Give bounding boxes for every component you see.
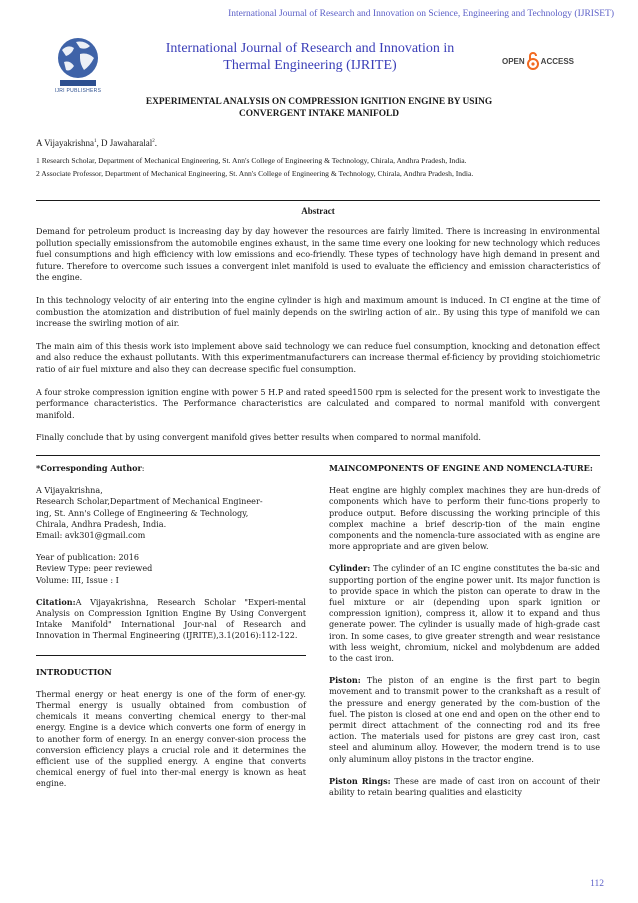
abstract-paragraph: The main aim of this thesis work isto implement above said technology we can reduce fuel consumption, knocking and detonation effect and also reduce the exhaust pollutants. With this experimentmanufacturers can increase thermal ef-ficiency by providing stoichiometric ratio of air fuel mixture and also they can decrease specific fuel consumption. xyxy=(36,340,600,374)
open-access-logo xyxy=(502,51,574,71)
affiliation-2: 2 Associate Professor, Department of Mechanical Engineering, St. Ann's College of Engineering & Technology, Chirala, Andhra Pradesh, India. xyxy=(36,169,474,178)
divider xyxy=(36,655,306,656)
review-type: Review Type: peer reviewed xyxy=(36,563,153,574)
introduction-heading: INTRODUCTION xyxy=(36,666,112,677)
author-2-sup: 2 xyxy=(152,139,155,144)
divider xyxy=(36,200,600,201)
author-2: D Jawaharalal xyxy=(101,138,153,148)
left-column xyxy=(36,463,306,790)
open-lock-icon xyxy=(527,52,539,70)
author-end: . xyxy=(154,138,158,148)
piston-text: The piston of an engine is the first part to begin movement and to transmit power to the crankshaft as a result of the pressure and energy generated by the com-bustion of the fuel. The piston is closed at one end and open on the other end to permit direct attachment of the connecting rod and its free action. The materials used for pistons are grey cast iron, cast steel and aluminum alloy. However, the modern trend is to use only aluminum alloy pistons in the tractor engine. xyxy=(329,675,600,764)
components-text: Heat engine are highly complex machines they are hun-dreds of components which have to perform their func-tions properly to produce output. Before discussing the working principle of this complex machine a brief descrip-tion of the main engine components and the nomencla-ture associated with as engine are more appropriate and are given below. xyxy=(329,485,600,552)
piston-rings-text: These are made of cast iron on account of their ability to retain bearing qualities and elasticity xyxy=(329,775,600,798)
journal-title-line1: International Journal of Research and Innovation in xyxy=(165,41,455,56)
authors xyxy=(36,138,157,148)
publication-year: Year of publication: 2016 xyxy=(36,552,140,563)
abstract-heading: Abstract xyxy=(301,206,335,216)
corresponding-colon: : xyxy=(141,463,145,473)
abstract-paragraph: Finally conclude that by using convergent manifold gives better results when compared to normal manifold. xyxy=(36,432,481,443)
running-header: International Journal of Research and Innovation on Science, Engineering and Technology (IJRISET) xyxy=(228,9,614,19)
cylinder-paragraph xyxy=(329,563,600,664)
cylinder-label: Cylinder: xyxy=(329,563,371,574)
paper-title-line2: CONVERGENT INTAKE MANIFOLD xyxy=(238,109,400,119)
components-heading: MAINCOMPONENTS OF ENGINE AND NOMENCLA-TURE: xyxy=(329,463,593,473)
globe-icon xyxy=(50,34,106,88)
piston-rings-paragraph xyxy=(329,776,600,798)
author-1-sup: 1 xyxy=(94,139,97,144)
corresponding-label: *Corresponding Author xyxy=(36,463,142,473)
corresponding-name: A Vijayakrishna, xyxy=(36,485,103,496)
right-column xyxy=(329,463,600,798)
abstract-paragraph: Demand for petroleum product is increasing day by day however the resources are fairly limited. There is increasing in environmental pollution specially emissionsfrom the automobile engines exhaust, in the same time every one looking for new technology which reduces fuel consumptions and high efficiency with low emissions and eco-friendly. These types of technology have high demand in present and future. Therefore to overcome such issues a convergent inlet manifold is used to evaluate the efficiency and emission characteristics of the engine. xyxy=(36,226,600,283)
author-sep: , xyxy=(96,138,102,148)
author-1: A Vijayakrishna xyxy=(36,138,95,148)
open-access-access: ACCESS xyxy=(540,56,575,66)
abstract-paragraph: In this technology velocity of air entering into the engine cylinder is high and maximum amount is induced. In CI engine at the time of combustion the atomization and distribution of fuel mainly depends on the swirling action of air.. By using this type of manifold we can increase the swirling motion of air. xyxy=(36,294,600,329)
volume-issue: Volume: III, Issue : I xyxy=(36,574,119,585)
corresponding-line2: ing, St. Ann's College of Engineering & Technology, xyxy=(36,507,249,518)
introduction-text: Thermal energy or heat energy is one of the form of ener-gy. Thermal energy is usually obtained from combustion of chemicals it means converting chemical energy to ther-mal energy. Engine is a device which converts one form of energy in to another form of energy. In an energy conver-sion process the conversion efficiency plays a crucial role and it determines the efficient use of the supplied energy. A engine that converts chemical energy of fuel into ther-mal energy is known as heat engine. xyxy=(36,688,306,789)
affiliation-1: 1 Research Scholar, Department of Mechanical Engineering, St. Ann's College of Engineering & Technology, Chirala, Andhra Pradesh, India. xyxy=(36,156,467,165)
citation xyxy=(36,597,306,642)
divider xyxy=(36,455,600,456)
open-access-open: OPEN xyxy=(502,56,525,66)
journal-title-line2: Thermal Engineering (IJRITE) xyxy=(223,58,397,73)
abstract-paragraph: A four stroke compression ignition engine with power 5 H.P and rated speed1500 rpm is selected for the present work to investigate the performance characteristics. The Performance characteristics are calculated and compared to normal manifold with convergent manifold. xyxy=(36,386,600,420)
corresponding-line1: Research Scholar,Department of Mechanical Engineer- xyxy=(36,496,263,507)
paper-title xyxy=(60,96,578,120)
corresponding-label-line xyxy=(36,463,306,474)
journal-title xyxy=(110,40,510,74)
corresponding-email: Email: avk301@gmail.com xyxy=(36,530,146,541)
abstract-body xyxy=(36,226,600,455)
corresponding-line3: Chirala, Andhra Pradesh, India. xyxy=(36,518,167,529)
piston-rings-label: Piston Rings: xyxy=(329,775,391,786)
piston-paragraph xyxy=(329,675,600,765)
piston-label: Piston: xyxy=(329,675,361,686)
publisher-logo-text: IJRI PUBLISHERS xyxy=(54,88,102,94)
page-number: 112 xyxy=(590,879,604,889)
cylinder-text: The cylinder of an IC engine constitutes the ba-sic and supporting portion of the engine power unit. Its major function is to provide space in which the piston can operate to draw in the fuel mixture or air (depending upon spark ignition or compression ignition), compress it, allow it to expand and thus generate power. The cylinder is usually made of high-grade cast iron. In some cases, to give greater strength and wear resistance with less weight, chromium, nickel and molybdenum are added to the cast iron. xyxy=(329,563,600,664)
citation-text: A Vijayakrishna, Research Scholar "Experi-mental Analysis on Compression Ignition Engine By Using Convergent Intake Manifold" International Jour-nal of Research and Innovation in Thermal Engineering (IJRITE),3.1(2016):112-122. xyxy=(36,596,306,641)
publisher-logo xyxy=(50,34,106,98)
paper-title-line1: EXPERIMENTAL ANALYSIS ON COMPRESSION IGNITION ENGINE BY USING xyxy=(145,97,493,107)
citation-label: Citation: xyxy=(36,596,76,607)
